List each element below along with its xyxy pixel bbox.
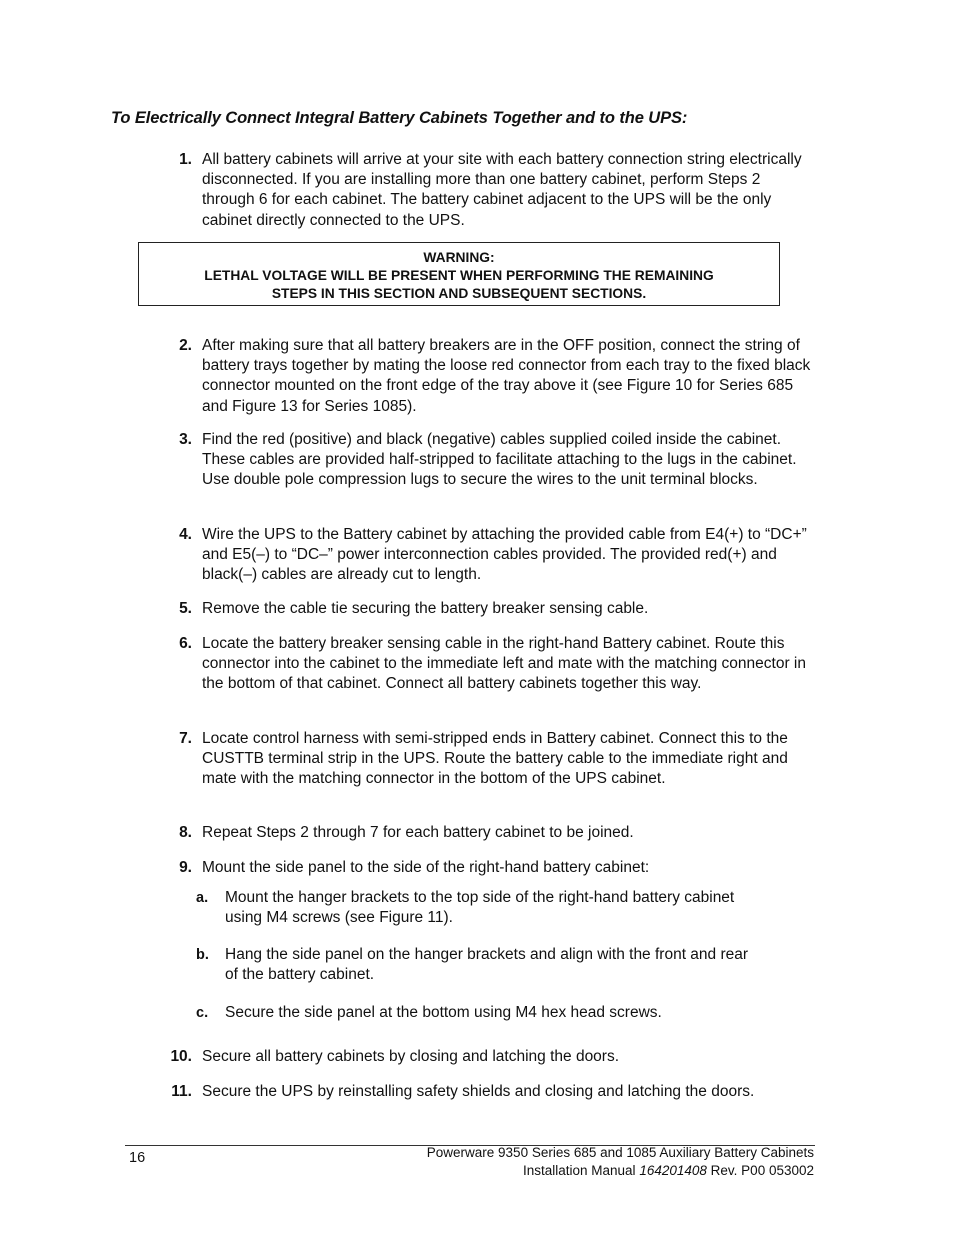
step-number: 4. (179, 526, 192, 543)
step-text: Repeat Steps 2 through 7 for each battery cabinet to be joined. (202, 824, 634, 841)
step-text: All battery cabinets will arrive at your site with each battery connection string electrically disconnected. If you are installing more than one battery cabinet, perform Steps 2 through 6 for each cabinet. The battery cabinet adjacent to the UPS will be the only cabinet directly connected to the UPS. (202, 151, 802, 229)
step-number: 8. (179, 824, 192, 841)
step-text: Secure the UPS by reinstalling safety shields and closing and latching the doors. (202, 1083, 755, 1100)
step-number: 10. (170, 1048, 192, 1065)
step-text: Mount the side panel to the side of the right-hand battery cabinet: (202, 859, 650, 876)
warning-line-2: STEPS IN THIS SECTION AND SUBSEQUENT SECTIONS. (271, 286, 647, 301)
step-text: Secure all battery cabinets by closing and latching the doors. (202, 1048, 620, 1065)
substep-text: Hang the side panel on the hanger brackets and align with the front and rear of the battery cabinet. (225, 946, 749, 983)
step-text: Locate control harness with semi-stripped ends in Battery cabinet. Connect this to the CUSTTB terminal strip in the UPS. Route the battery cable to the immediate right and mate with the matching connector in the bottom of the UPS cabinet. (202, 730, 788, 788)
step-text: Wire the UPS to the Battery cabinet by attaching the provided cable from E4(+) to “DC+” and E5(–) to “DC–” power interconnection cables provided. The provided red(+) and black(–) cables are already cut to length. (202, 526, 807, 584)
substep-letter: b. (196, 947, 209, 963)
footer-title: Powerware 9350 Series 685 and 1085 Auxiliary Battery Cabinets (426, 1145, 814, 1160)
substep-text: Secure the side panel at the bottom using M4 hex head screws. (225, 1004, 662, 1021)
warning-line-1: LETHAL VOLTAGE WILL BE PRESENT WHEN PERFORMING THE REMAINING (204, 268, 714, 283)
step-text: Remove the cable tie securing the battery breaker sensing cable. (202, 600, 649, 617)
step-number: 5. (179, 600, 192, 617)
warning-box (138, 242, 780, 306)
step-text: Find the red (positive) and black (negative) cables supplied coiled inside the cabinet. These cables are provided half-stripped to facilitate attaching to the lugs in the cabinet. Use double pole compression lugs to secure the wires to the unit terminal blocks. (202, 431, 797, 489)
page-number: 16 (129, 1150, 146, 1166)
substep-text: Mount the hanger brackets to the top side of the right-hand battery cabinet using M4 screws (see Figure 11). (225, 889, 735, 926)
step-number: 1. (179, 151, 192, 168)
footer-part-number: 164201408 (639, 1162, 707, 1178)
step-number: 3. (179, 431, 192, 448)
footer-revision: Rev. P00 053002 (710, 1162, 814, 1178)
section-heading: To Electrically Connect Integral Battery Cabinets Together and to the UPS: (111, 109, 688, 127)
step-number: 2. (179, 337, 192, 354)
footer-manual-label: Installation Manual (522, 1162, 636, 1178)
step-number: 11. (171, 1083, 192, 1100)
substep-letter: c. (196, 1005, 209, 1021)
substep-letter: a. (196, 890, 209, 906)
step-number: 9. (179, 859, 192, 876)
footer-manual-line (427, 1162, 814, 1180)
step-text: After making sure that all battery breakers are in the OFF position, connect the string of battery trays together by mating the loose red connector from each tray to the fixed black connector mounted on the front edge of the tray above it (see Figure 10 for Series 685 and Figure 13 for Series 1085). (202, 337, 811, 415)
step-text: Locate the battery breaker sensing cable in the right-hand Battery cabinet. Route this connector into the cabinet to the immediate left and mate with the matching connector in the bottom of that cabinet. Connect all battery cabinets together this way. (202, 635, 806, 693)
footer-document-info (427, 1144, 814, 1179)
step-number: 6. (179, 635, 192, 652)
warning-title: WARNING: (423, 250, 495, 265)
step-number: 7. (179, 730, 192, 747)
